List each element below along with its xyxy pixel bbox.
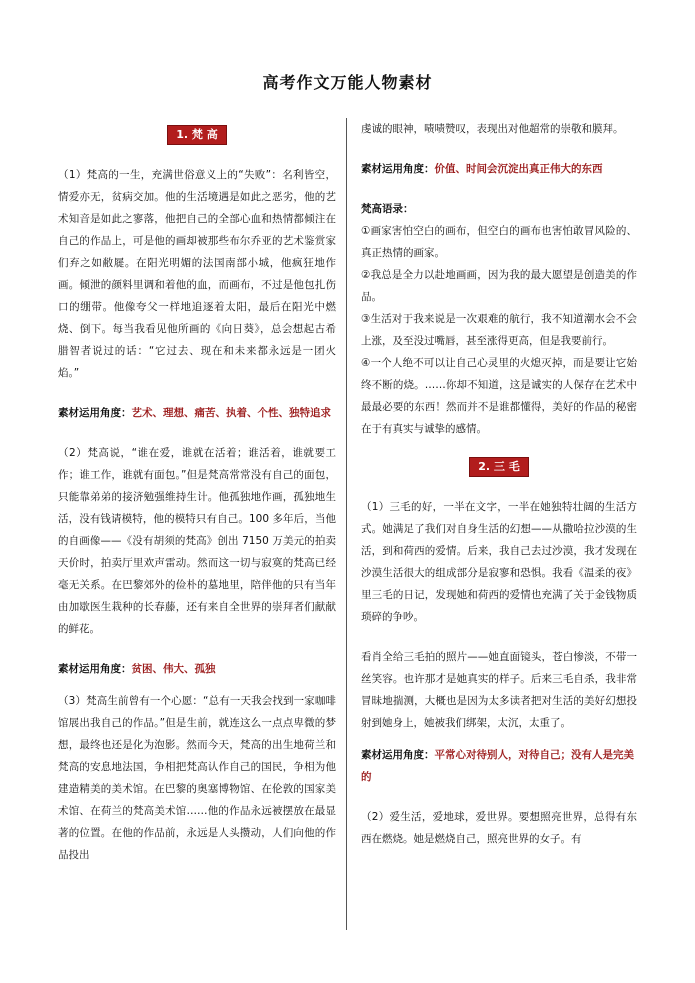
- usage-angle-label: 素材运用角度：: [361, 163, 435, 175]
- usage-angle-value: 贫困、伟大、孤独: [131, 663, 216, 675]
- usage-angle-value: 平常心对待别人，对待自己；没有人是完美的: [361, 749, 634, 783]
- usage-angle: [361, 744, 637, 788]
- section-badge: 2. 三 毛: [469, 457, 529, 477]
- paragraph: （3）梵高生前曾有一个心愿：“总有一天我会找到一家咖啡馆展出我自己的作品。”但是生前，就连这么一点点卑微的梦想，最终也还是化为泡影。然而今天，梵高的出生地荷兰和梵高的安息地法国，争相把梵高认作自己的国民，争相为他建造精美的美术馆。在巴黎的奥塞博物馆、在伦敦的国家美术馆、在荷兰的梵高美术馆……他的作品永远被摆放在最显著的位置。在他的作品前，永远是人头攒动，人们向他的作品投出: [58, 695, 336, 861]
- usage-angle-value: 艺术、理想、痛苦、执着、个性、独特追求: [131, 407, 331, 419]
- left-column: [58, 118, 336, 866]
- paragraph: （2）梵高说，“谁在爱，谁就在活着；谁活着，谁就要工作；谁工作，谁就有面包。”但是梵高常常没有自己的面包，只能靠弟弟的接济勉强维持生计。他孤独地作画，孤独地生活，没有钱请模特，他的模特只有自己。100 多年后，当他的自画像——《没有胡须的梵高》创出 7150 万美元的拍卖天价时，拍卖厅里欢声雷动。然而这一切与寂寞的梵高已经毫无关系。在巴黎郊外的俭朴的墓地里，陪伴他的只有当年由加歇医生栽种的长春藤，还有来自全世界的崇拜者们献献的鲜花。: [58, 447, 336, 635]
- quote-item: ④一个人绝不可以让自己心灵里的火熄灭掉，而是要让它始终不断的烧。……你却不知道，这是诚实的人保存在艺术中最最必要的东西！然而并不是谁都懂得，美好的作品的秘密在于有真实与诚挚的感情。: [361, 357, 637, 435]
- usage-angle: [58, 658, 336, 680]
- usage-angle-value: 价值、时间会沉淀出真正伟大的东西: [434, 163, 603, 175]
- column-divider: [346, 118, 347, 930]
- usage-angle-label: 素材运用角度：: [58, 407, 132, 419]
- quote-item: ②我总是全力以赴地画画，因为我的最大愿望是创造美的作品。: [361, 269, 637, 303]
- right-column: [361, 118, 637, 850]
- page-title: 高考作文万能人物素材: [262, 73, 433, 92]
- usage-angle: [58, 402, 336, 424]
- quotes-title: 梵高语录：: [361, 203, 414, 215]
- paragraph: （1）梵高的一生，充满世俗意义上的“失败”：名利皆空，情爱亦无，贫病交加。他的生活境遇是如此之恶劣，他的艺术知音是如此之寥落，他把自己的全部心血和热情都倾注在自己的作品上，可是他的画却被那些布尔乔亚的艺术鉴赏家们弃之如敝屣。在阳光明媚的法国南部小城，他疯狂地作画。倾泄的颜料里调和着他的血，而画布，不过是他包扎伤口的绷带。他像夸父一样地追逐着太阳，最后在阳光中燃烧、倒下。每当我看见他所画的《向日葵》，总会想起古希腊智者说过的话：“它过去、现在和未来都永远是一团火焰。”: [58, 169, 336, 379]
- section-badge: 1. 梵 高: [167, 125, 227, 145]
- paragraph: 看肖全给三毛拍的照片——她直面镜头，苍白惨淡，不带一丝笑容。也许那才是她真实的样子。后来三毛自杀，我非常冒昧地揣测，大概也是因为太多读者把对生活的美好幻想投射到她身上，她被我们绑架，太沉，太重了。: [361, 651, 637, 729]
- usage-angle: [361, 158, 637, 180]
- usage-angle-label: 素材运用角度：: [361, 749, 435, 761]
- usage-angle-label: 素材运用角度：: [58, 663, 132, 675]
- quote-item: ①画家害怕空白的画布，但空白的画布也害怕敢冒风险的、真正热情的画家。: [361, 225, 637, 259]
- paragraph: （1）三毛的好，一半在文字，一半在她独特壮阔的生活方式。她满足了我们对自身生活的幻想——从撒哈拉沙漠的生活，到和荷西的爱情。后来，我自己去过沙漠，我才发现在沙漠生活很大的组成部分是寂寥和恐惧。我看《温柔的夜》里三毛的日记，发现她和荷西的爱情也充满了关于金钱物质琐碎的争吵。: [361, 501, 637, 623]
- paragraph: 虔诚的眼神，啧啧赞叹，表现出对他超常的崇敬和膜拜。: [361, 123, 624, 135]
- quote-item: ③生活对于我来说是一次艰难的航行，我不知道潮水会不会上涨，及至没过嘴唇，甚至涨得更高，但是我要前行。: [361, 313, 637, 347]
- section-heading-sanmao: [361, 456, 637, 482]
- section-heading-van-gogh: [58, 124, 336, 150]
- paragraph: （2）爱生活，爱地球，爱世界。要想照亮世界，总得有东西在燃烧。她是燃烧自己，照亮世界的女子。有: [361, 811, 637, 845]
